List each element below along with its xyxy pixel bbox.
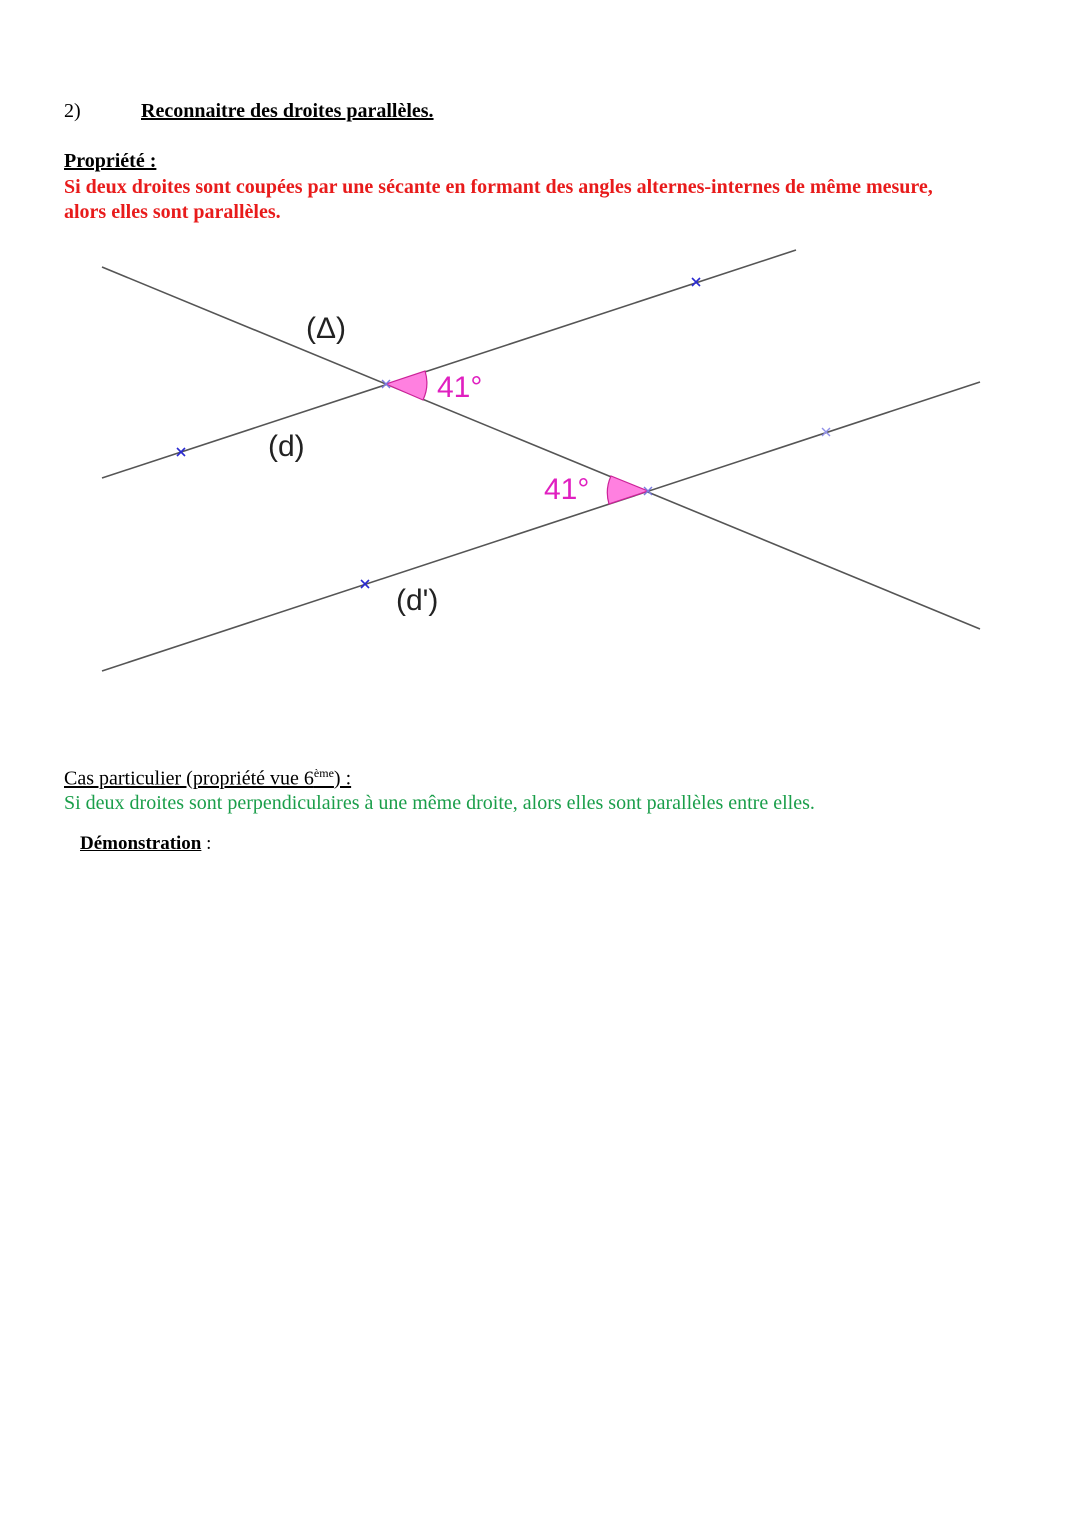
parallel-lines-figure [0, 240, 1080, 700]
property-label: Propriété : [64, 150, 157, 172]
demonstration-label-text: Démonstration [80, 833, 202, 854]
particular-case-label-text: Cas particulier (propriété vue 6 [64, 767, 314, 790]
label-delta: (Δ) [306, 312, 347, 345]
particular-case-label [64, 766, 351, 791]
section-number: 2) [64, 100, 81, 122]
particular-case-label-end: ) : [333, 767, 352, 790]
label-d: (d) [268, 430, 305, 463]
angle-label-bottom: 41° [544, 473, 590, 506]
point-mark-d-left [177, 448, 185, 456]
particular-case-text: Si deux droites sont perpendiculaires à une même droite, alors elles sont parallèles entre elles. [64, 792, 815, 814]
demonstration-colon: : [201, 833, 212, 854]
property-text-line1: Si deux droites sont coupées par une sécante en formant des angles alternes-internes de même mesure, [64, 176, 933, 198]
particular-case-label-sup: ème [313, 766, 334, 780]
line-d-prime [102, 382, 980, 671]
demonstration-label [80, 833, 211, 855]
angle-label-top: 41° [437, 371, 483, 404]
line-d [102, 250, 796, 478]
angle-mark-bottom [607, 476, 648, 504]
secant-line-delta [102, 267, 980, 629]
property-text-line2: alors elles sont parallèles. [64, 201, 281, 223]
angle-mark-top [386, 371, 427, 400]
label-d-prime: (d') [396, 584, 439, 617]
section-title: Reconnaitre des droites parallèles. [141, 100, 434, 122]
property-text [64, 175, 1024, 225]
